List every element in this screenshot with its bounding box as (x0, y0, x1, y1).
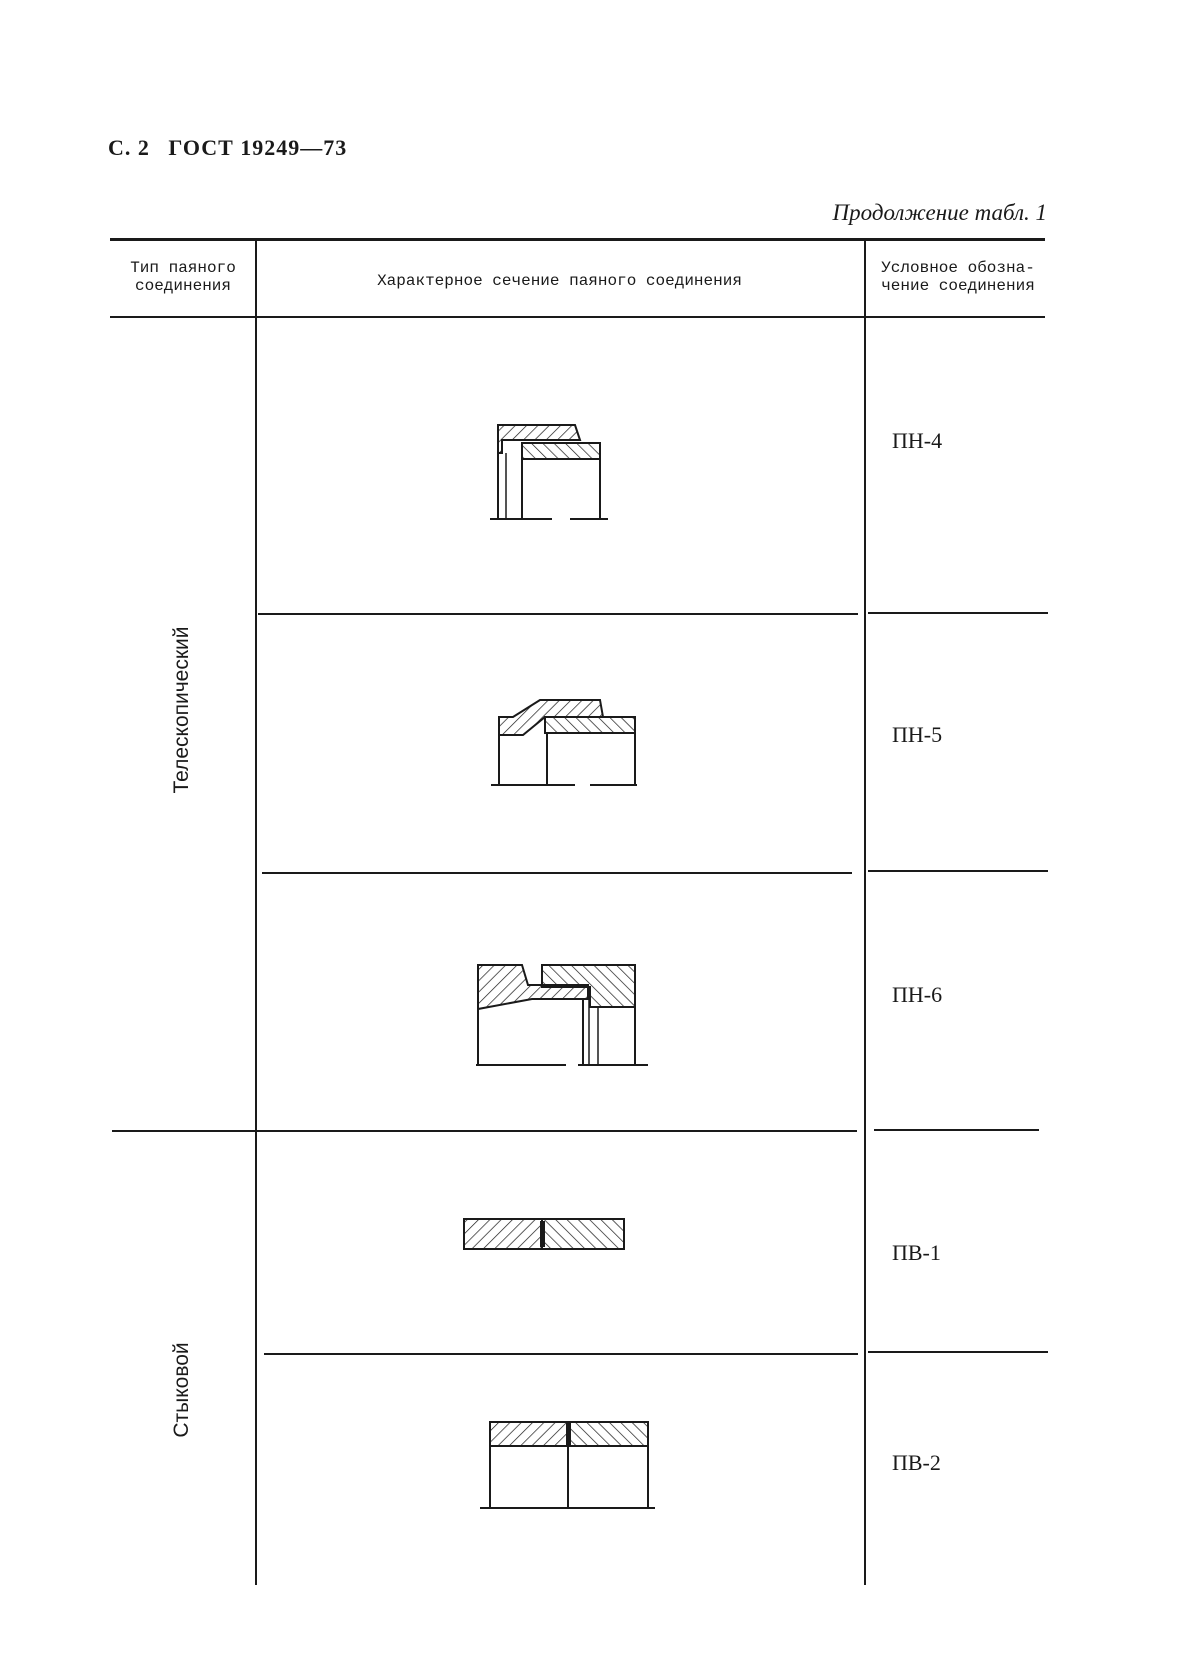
column-header-section: Характерное сечение паяного соединения (377, 272, 742, 290)
column-divider-2 (864, 240, 866, 1585)
header-bottom-rule (110, 316, 1045, 318)
table-top-rule (110, 238, 1045, 241)
group-label-telescopic: Телескопический (170, 626, 193, 794)
section-drawing-pn4 (480, 415, 620, 525)
section-drawing-pn6 (470, 955, 660, 1070)
row-separator-1b (868, 612, 1048, 614)
section-drawing-pn5 (485, 695, 645, 795)
row-separator-2 (262, 872, 852, 874)
column-divider-1 (255, 240, 257, 1585)
column-header-designation: Условное обозна-чение соединения (881, 259, 1035, 295)
row-separator-4 (264, 1353, 858, 1355)
code-pv1: ПВ-1 (892, 1240, 941, 1265)
page-header (108, 135, 359, 161)
group-separator (112, 1130, 857, 1132)
row-separator-1 (258, 613, 858, 615)
row-separator-2b (868, 870, 1048, 872)
section-drawing-pv1 (460, 1215, 630, 1255)
group-label-butt: Стыковой (170, 1342, 193, 1438)
table-caption: Продолжение табл. 1 (832, 200, 1047, 225)
column-header-type: Тип паяного соединения (130, 259, 236, 295)
code-pn5: ПН-5 (892, 722, 943, 747)
section-drawing-pv2 (480, 1418, 660, 1518)
standard-number: ГОСТ 19249—73 (168, 135, 348, 160)
code-pv2: ПВ-2 (892, 1450, 941, 1475)
code-pn6: ПН-6 (892, 982, 943, 1007)
group-separator-b (874, 1129, 1039, 1131)
page-label: С. 2 (108, 135, 150, 160)
row-separator-4b (868, 1351, 1048, 1353)
code-pn4: ПН-4 (892, 428, 943, 453)
